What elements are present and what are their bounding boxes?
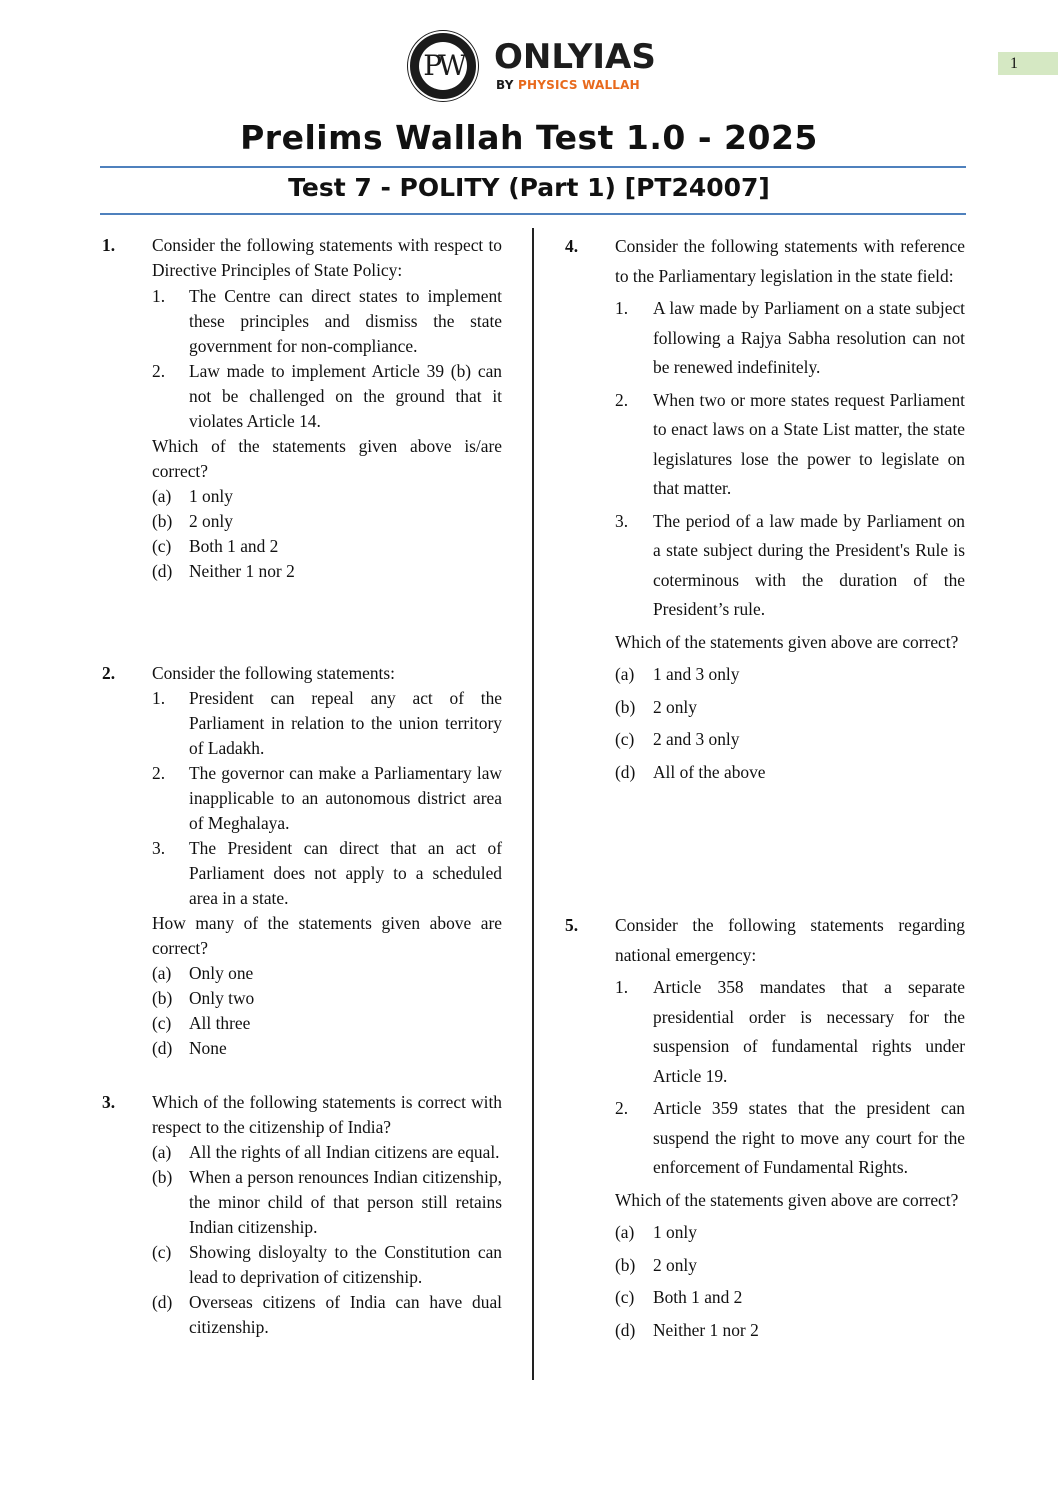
question-prompt: Which of the statements given above are correct? <box>615 631 959 652</box>
statement-label: 3. <box>152 838 166 858</box>
answer-option <box>615 1316 965 1346</box>
answer-option <box>615 1283 965 1313</box>
statement-label: 2. <box>615 389 629 410</box>
answer-option <box>615 660 965 690</box>
option-text: Only one <box>189 963 254 983</box>
statement-item <box>152 686 502 761</box>
option-label: (b) <box>152 988 173 1008</box>
statement-label: 1. <box>152 286 166 306</box>
brand-name <box>494 38 656 76</box>
option-label: (a) <box>152 963 172 983</box>
option-label: (d) <box>615 1319 636 1340</box>
answer-option <box>152 509 502 534</box>
option-label: (a) <box>152 1142 172 1162</box>
option-text: 2 only <box>189 511 233 531</box>
answer-option <box>152 1165 502 1240</box>
question-stem: Which of the following statements is correct with respect to the citizenship of India? <box>152 1092 502 1137</box>
option-text: 1 only <box>653 1222 697 1242</box>
question-stem: Consider the following statements with respect to Directive Principles of State Policy: <box>152 235 502 280</box>
page-number: 1 <box>998 52 1058 75</box>
statement-label: 2. <box>615 1098 629 1118</box>
title-divider <box>100 166 966 168</box>
option-text: 2 only <box>653 696 697 717</box>
statement-item <box>152 836 502 911</box>
question-stem: Consider the following statements with reference to the Parliamentary legislation in the state field: <box>615 236 965 286</box>
question-number: 1. <box>102 235 116 255</box>
question-prompt: Which of the statements given above are correct? <box>615 1189 959 1210</box>
statement-text: Article 359 states that the president can suspend the right to move any court for the enforcement of Fundamental Rights. <box>653 1098 965 1177</box>
option-text: All three <box>189 1013 251 1033</box>
page-title: Prelims Wallah Test 1.0 - 2025 <box>240 118 818 157</box>
option-label: (a) <box>152 486 172 506</box>
answer-option <box>152 1011 502 1036</box>
answer-option <box>615 693 965 723</box>
option-text: Showing disloyalty to the Constitution can lead to deprivation of citizenship. <box>189 1242 502 1287</box>
answer-option <box>615 1218 965 1248</box>
option-label: (d) <box>152 1292 173 1312</box>
option-text: 1 and 3 only <box>653 664 740 684</box>
question-stem: Consider the following statements regarding national emergency: <box>615 915 965 965</box>
statement-label: 1. <box>615 977 629 997</box>
subtitle-divider <box>100 213 966 215</box>
question-stem: Consider the following statements: <box>152 663 395 683</box>
question-number: 5. <box>565 915 579 935</box>
statement-text: The President can direct that an act of Parliament does not apply to a scheduled area in a state. <box>189 838 502 908</box>
statement-item <box>615 507 965 625</box>
answer-option <box>152 534 502 559</box>
option-label: (c) <box>152 536 172 556</box>
brand-logo <box>408 28 678 100</box>
answer-option <box>615 1251 965 1281</box>
option-label: (b) <box>615 1254 636 1275</box>
answer-option <box>152 1140 502 1165</box>
statement-item <box>615 386 965 504</box>
pw-logo-icon <box>408 31 478 101</box>
option-label: (d) <box>152 1038 173 1058</box>
option-label: (c) <box>615 729 635 749</box>
pw-monogram: PW <box>419 42 467 90</box>
statement-item <box>615 294 965 383</box>
statement-text: Article 358 mandates that a separate presidential order is necessary for the suspension of fundamental rights under Article 19. <box>653 977 965 1086</box>
option-label: (d) <box>615 761 636 782</box>
question-number: 2. <box>102 663 116 683</box>
option-label: (b) <box>152 511 173 531</box>
option-text: Both 1 and 2 <box>653 1287 743 1307</box>
statement-text: President can repeal any act of the Parliament in relation to the union territory of Ladakh. <box>189 688 502 758</box>
option-text: 1 only <box>189 486 233 506</box>
statement-item <box>615 973 965 1091</box>
question-prompt: Which of the statements given above is/are correct? <box>152 436 502 481</box>
option-label: (d) <box>152 561 173 581</box>
answer-option <box>152 1036 502 1061</box>
option-text: Overseas citizens of India can have dual citizenship. <box>189 1292 502 1337</box>
answer-option <box>152 484 502 509</box>
option-label: (c) <box>152 1242 172 1262</box>
answer-option <box>152 986 502 1011</box>
brand-tagline-by: BY <box>496 78 514 92</box>
statement-text: The governor can make a Parliamentary law inapplicable to an autonomous district area of Meghalaya. <box>189 763 502 833</box>
brand-tagline-name: PHYSICS WALLAH <box>517 78 640 92</box>
option-text: All the rights of all Indian citizens are equal. <box>189 1142 500 1162</box>
statement-label: 2. <box>152 763 166 783</box>
option-text: 2 and 3 only <box>653 729 740 749</box>
answer-option <box>615 758 965 788</box>
statement-item <box>152 761 502 836</box>
option-text: None <box>189 1038 227 1058</box>
statement-text: The period of a law made by Parliament on a state subject during the President's Rule is coterminous with the duration of the President’s rule. <box>653 510 965 619</box>
option-label: (b) <box>615 696 636 717</box>
brand-name-part1: ONLY <box>494 37 593 77</box>
statement-text: When two or more states request Parliament to enact laws on a State List matter, the state legislatures lose the power to legislate on that matter. <box>653 389 965 498</box>
brand-tagline <box>496 78 640 92</box>
statement-text: The Centre can direct states to implement these principles and dismiss the state government for non-compliance. <box>189 286 502 356</box>
statement-label: 1. <box>152 688 166 708</box>
option-label: (a) <box>615 1222 635 1242</box>
statement-item <box>615 1094 965 1183</box>
question-number: 3. <box>102 1092 116 1112</box>
option-text: Neither 1 nor 2 <box>189 561 295 581</box>
option-text: Neither 1 nor 2 <box>653 1319 759 1340</box>
statement-item <box>152 284 502 359</box>
option-text: When a person renounces Indian citizenship, the minor child of that person still retains Indian citizenship. <box>189 1167 502 1237</box>
statement-item <box>152 359 502 434</box>
option-text: Both 1 and 2 <box>189 536 279 556</box>
option-label: (c) <box>615 1287 635 1307</box>
answer-option <box>152 961 502 986</box>
option-label: (c) <box>152 1013 172 1033</box>
option-text: All of the above <box>653 761 766 782</box>
statement-text: A law made by Parliament on a state subject following a Rajya Sabha resolution can not be renewed indefinitely. <box>653 298 965 377</box>
page-subtitle: Test 7 - POLITY (Part 1) [PT24007] <box>288 173 770 202</box>
answer-option <box>152 1240 502 1290</box>
statement-label: 1. <box>615 298 629 318</box>
answer-option <box>152 559 502 584</box>
question-number: 4. <box>565 236 579 256</box>
question-prompt: How many of the statements given above are correct? <box>152 913 502 958</box>
option-text: Only two <box>189 988 255 1008</box>
column-divider <box>532 228 534 1380</box>
brand-name-part2: IAS <box>592 37 656 77</box>
option-label: (a) <box>615 664 635 684</box>
statement-label: 2. <box>152 361 166 381</box>
statement-label: 3. <box>615 510 629 531</box>
statement-text: Law made to implement Article 39 (b) can not be challenged on the ground that it violates Article 14. <box>189 361 502 431</box>
option-text: 2 only <box>653 1254 697 1275</box>
option-label: (b) <box>152 1167 173 1187</box>
answer-option <box>152 1290 502 1340</box>
answer-option <box>615 725 965 755</box>
